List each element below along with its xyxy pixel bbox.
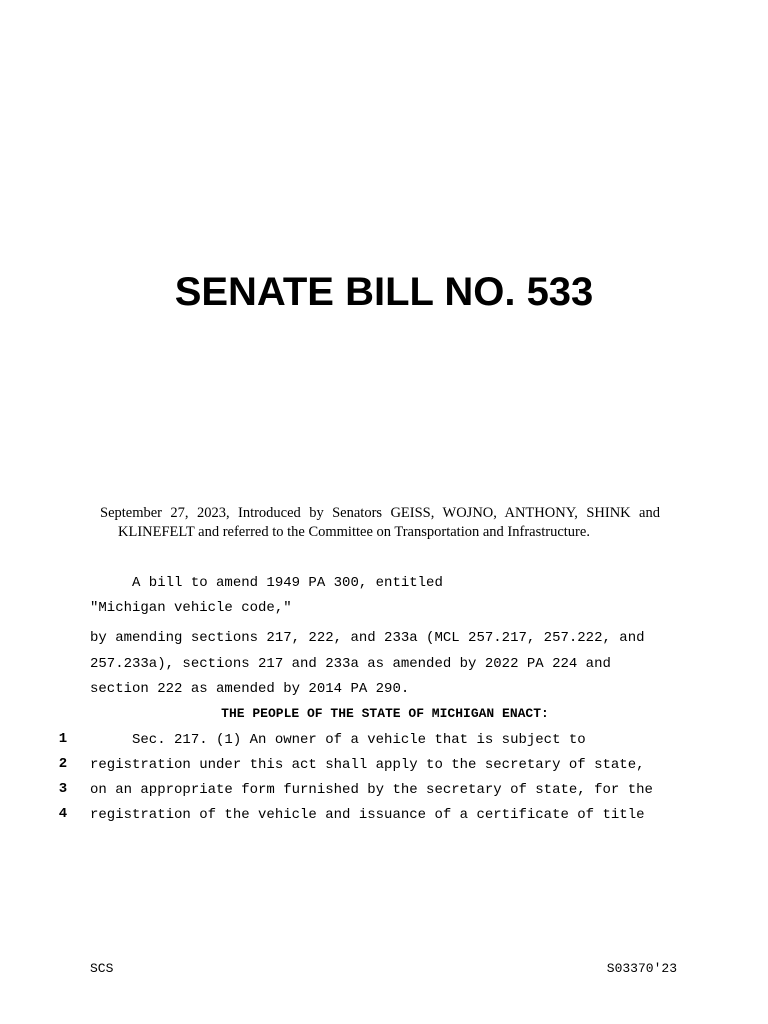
- body-line: registration under this act shall apply to the secretary of state,: [90, 757, 645, 773]
- line-number: 1: [58, 731, 68, 747]
- body-line: Sec. 217. (1) An owner of a vehicle that is subject to: [90, 732, 586, 748]
- introduction-line-2: KLINEFELT and referred to the Committee on Transportation and Infrastructure.: [118, 524, 590, 540]
- footer-drafter-code: SCS: [90, 961, 114, 976]
- footer-document-id: S03370'23: [606, 961, 677, 976]
- preamble-line-1: A bill to amend 1949 PA 300, entitled: [90, 575, 443, 591]
- preamble-line-5: section 222 as amended by 2014 PA 290.: [90, 681, 410, 697]
- line-number: 3: [58, 781, 68, 797]
- preamble-line-4: 257.233a), sections 217 and 233a as amended by 2022 PA 224 and: [90, 656, 611, 672]
- introduction-paragraph: [100, 504, 660, 542]
- bill-title: SENATE BILL NO. 533: [174, 270, 594, 314]
- body-line: registration of the vehicle and issuance of a certificate of title: [90, 807, 645, 823]
- body-line: on an appropriate form furnished by the secretary of state, for the: [90, 782, 653, 798]
- line-number: 4: [58, 806, 68, 822]
- preamble-line-2: "Michigan vehicle code,": [90, 600, 292, 616]
- line-number: 2: [58, 756, 68, 772]
- introduction-line-1: September 27, 2023, Introduced by Senators GEISS, WOJNO, ANTHONY, SHINK and: [100, 505, 660, 521]
- preamble-line-3: by amending sections 217, 222, and 233a (MCL 257.217, 257.222, and: [90, 630, 645, 646]
- enacting-clause: THE PEOPLE OF THE STATE OF MICHIGAN ENACT:: [221, 706, 549, 721]
